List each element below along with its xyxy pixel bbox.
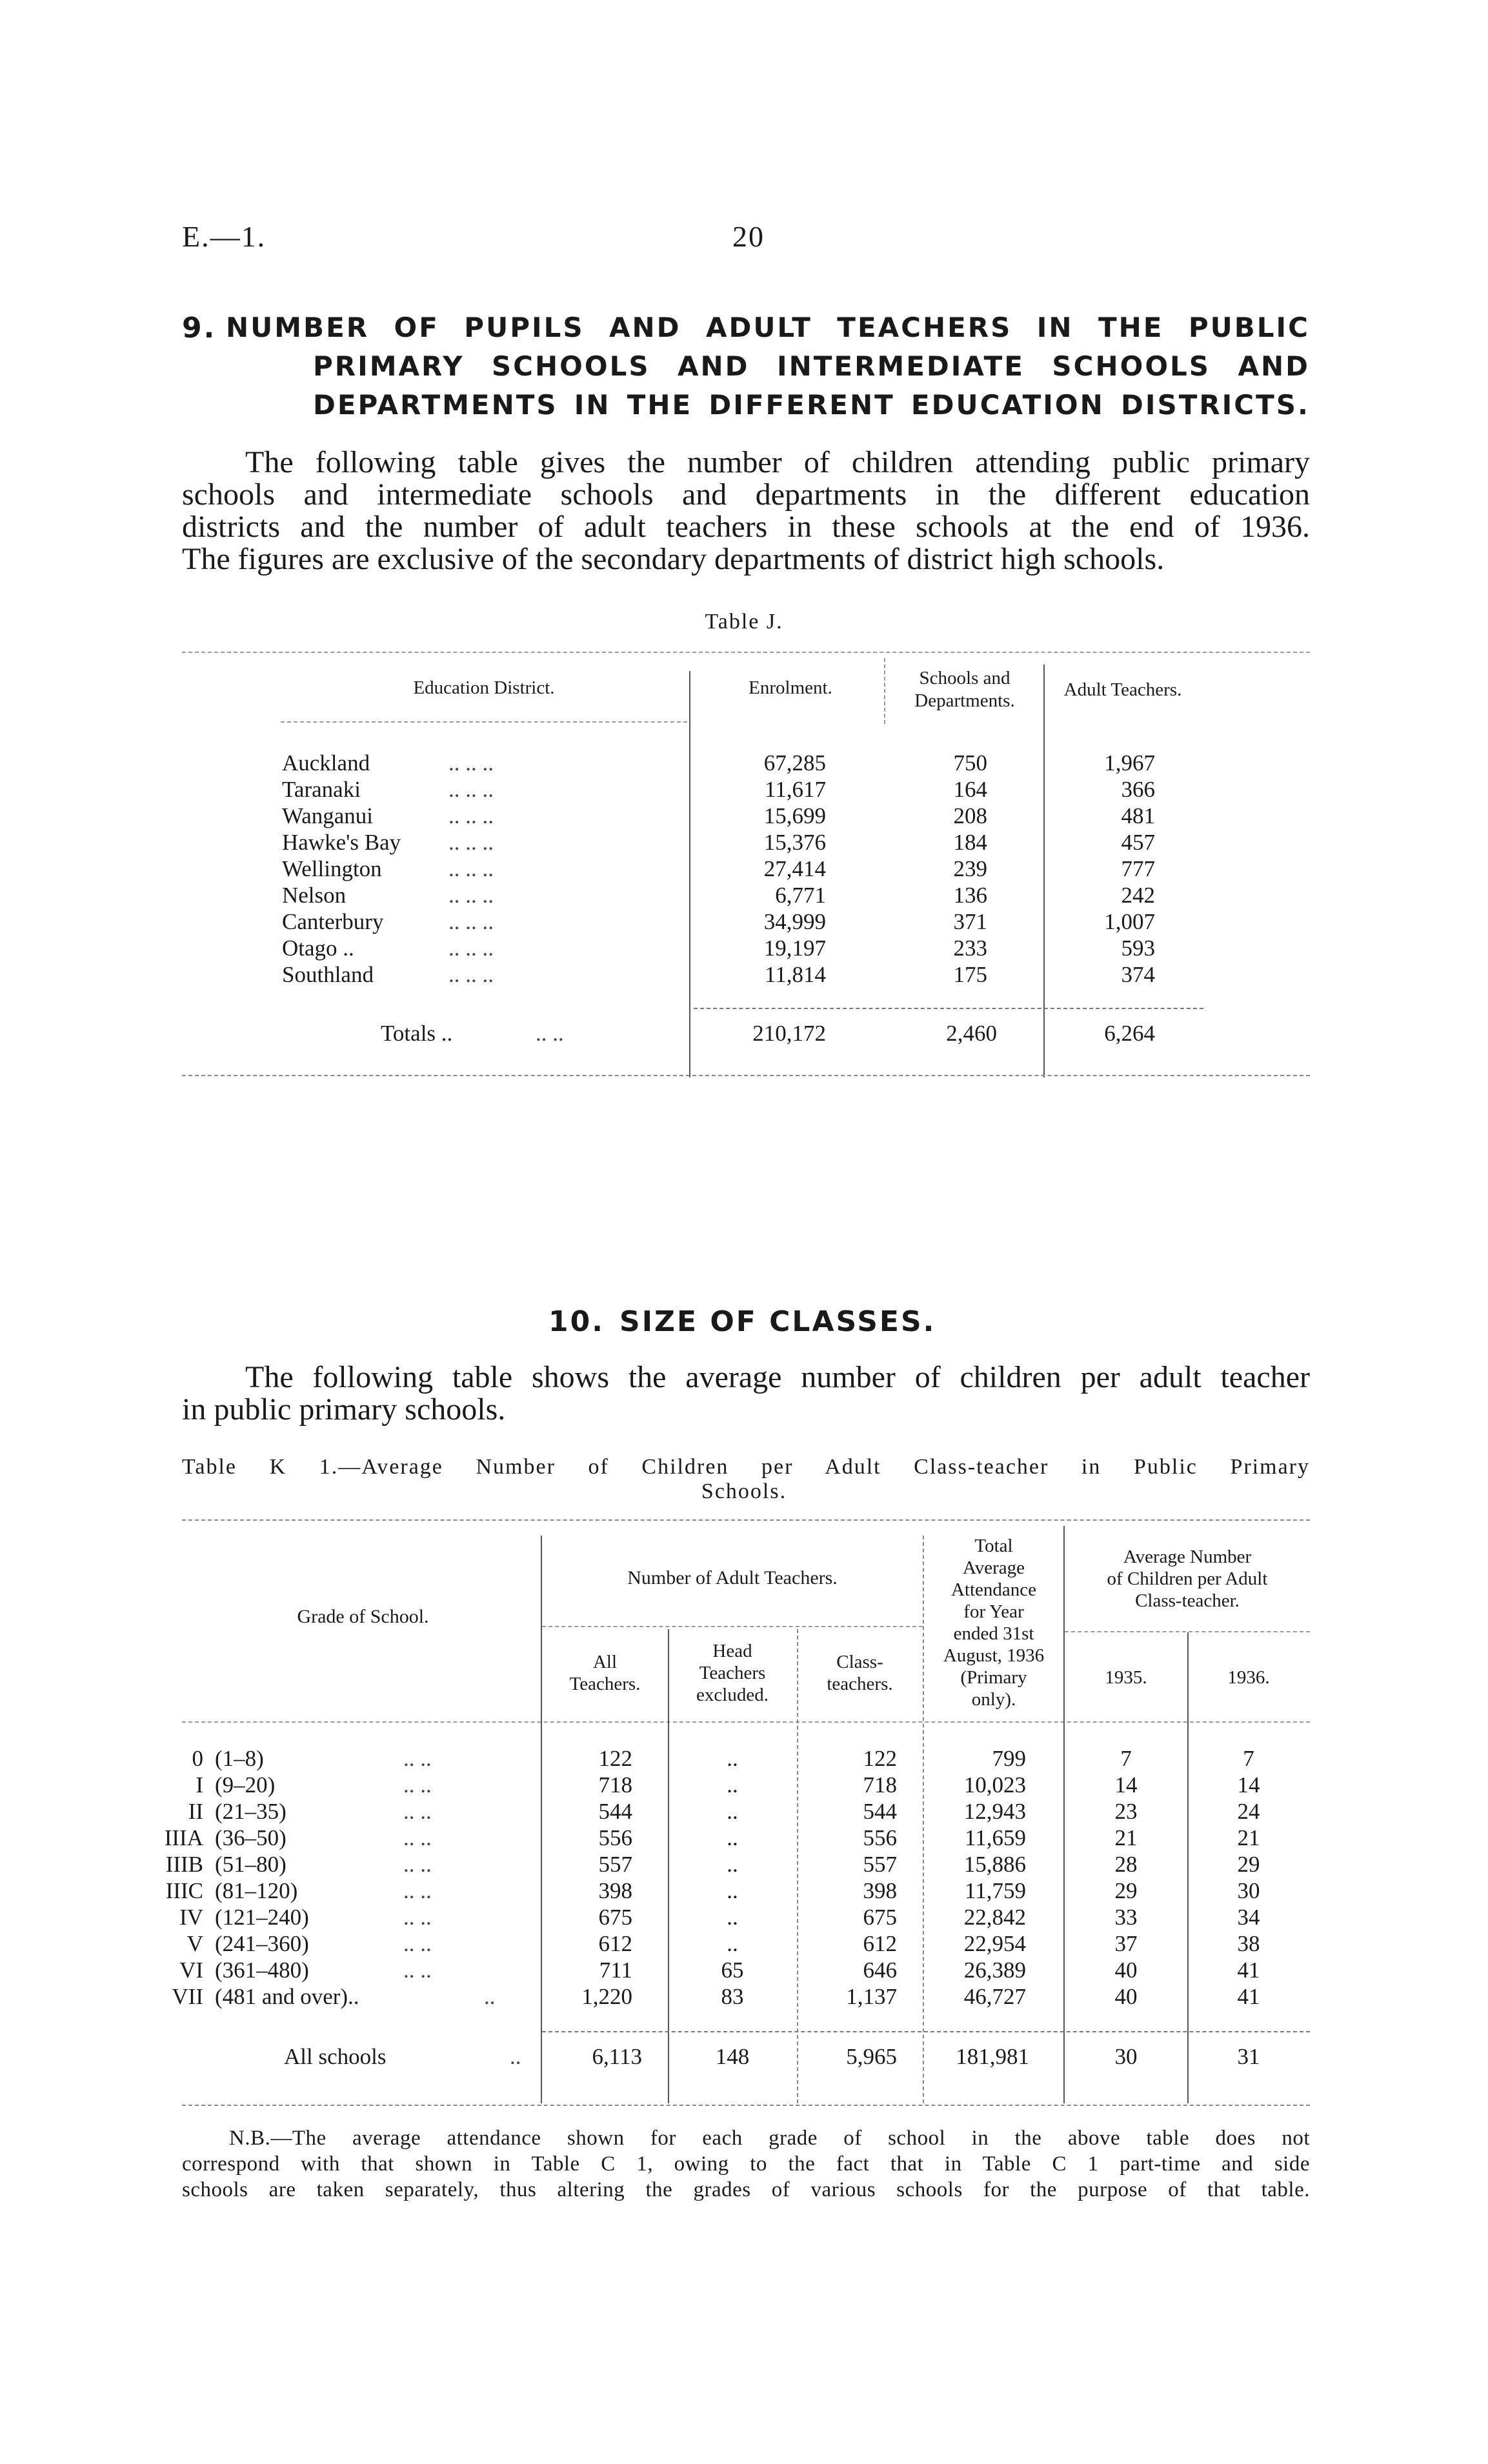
table-k1-range: (241–360) [215, 1931, 309, 1956]
table-j-leader-dots: .. .. .. [448, 936, 494, 961]
table-j-district: Otago .. [282, 936, 354, 961]
table-j-teachers: 457 [1121, 830, 1155, 855]
table-k1-col-all-line2: Teachers. [569, 1674, 641, 1694]
table-k1-1935: 14 [1114, 1772, 1138, 1798]
table-k1-class: 612 [863, 1931, 897, 1956]
table-k1-attendance: 22,954 [963, 1931, 1026, 1956]
table-k1-1935: 29 [1114, 1878, 1138, 1903]
table-k1-col-att-line7: (Primary [960, 1667, 1027, 1688]
section-9-para-line1: The following table gives the number of children attending public primary [245, 445, 1310, 479]
table-k1-all: 398 [598, 1878, 632, 1903]
table-j-district: Nelson [282, 883, 347, 908]
table-k1-all: 1,220 [581, 1984, 632, 2009]
table-k1-attendance: 11,759 [965, 1878, 1026, 1903]
table-j-teachers: 777 [1121, 856, 1155, 881]
table-k1-col-att-line2: Average [962, 1558, 1025, 1578]
table-j-leader-dots: .. .. .. [448, 803, 494, 828]
table-j-enrolment: 34,999 [763, 909, 826, 934]
table-j-teachers: 481 [1121, 803, 1155, 828]
table-k1-leader-dots: .. .. [403, 1878, 432, 1903]
table-k1-totals-all: 6,113 [592, 2044, 642, 2069]
table-k1-col-avg-line3: Class-teacher. [1135, 1590, 1240, 1611]
table-k1-range: (51–80) [215, 1852, 287, 1877]
table-k1-grade: IIIB [165, 1852, 203, 1877]
table-k1-1935: 37 [1114, 1931, 1138, 1956]
section-10-heading: SIZE OF CLASSES. [619, 1305, 936, 1338]
section-10-para-line2: in public primary schools. [182, 1392, 506, 1427]
table-k1-col-avg-line2: of Children per Adult [1107, 1568, 1268, 1589]
table-k1-attendance: 799 [992, 1746, 1026, 1771]
table-j-title: Table J. [705, 610, 783, 634]
table-k1-totals-class: 5,965 [846, 2044, 897, 2069]
section-9-heading-line2: PRIMARY SCHOOLS AND INTERMEDIATE SCHOOLS AND [313, 350, 1310, 382]
table-j-enrolment: 6,771 [775, 883, 826, 908]
table-k1-col-head-line2: Teachers [699, 1663, 766, 1683]
table-k1-1935: 7 [1120, 1746, 1132, 1771]
table-k1-head: .. [727, 1852, 738, 1877]
table-j-district: Southland [282, 962, 374, 987]
section-9-heading-line1: NUMBER OF PUPILS AND ADULT TEACHERS IN THE PUBLIC [226, 312, 1310, 343]
section-9-heading-line3: DEPARTMENTS IN THE DIFFERENT EDUCATION DISTRICTS. [313, 389, 1310, 421]
table-k1-class: 718 [863, 1772, 897, 1798]
table-k1-range: (121–240) [215, 1905, 309, 1930]
table-k1-class: 675 [863, 1905, 897, 1930]
table-k1-leader-dots: .. .. [403, 1931, 432, 1956]
table-k1-attendance: 10,023 [963, 1772, 1026, 1798]
section-9-number: 9. [182, 312, 217, 345]
table-k1-all: 556 [598, 1825, 632, 1850]
table-k1-col-class-line2: teachers. [827, 1674, 893, 1694]
table-j-totals-teachers: 6,264 [1104, 1021, 1155, 1046]
table-j-district: Taranaki [282, 777, 361, 802]
table-k1-attendance: 26,389 [963, 1958, 1026, 1983]
page-number: 20 [732, 220, 765, 253]
table-k1-class: 1,137 [846, 1984, 897, 2009]
section-10-para-line1: The following table shows the average number of children per adult teacher [245, 1360, 1310, 1394]
section-10-number: 10. [548, 1305, 605, 1338]
table-k1-grade: 0 [192, 1746, 203, 1771]
table-k1-head: .. [727, 1905, 738, 1930]
table-j-leader-dots: .. .. .. [448, 909, 494, 934]
table-k1-1936: 7 [1243, 1746, 1254, 1771]
table-k1-grade: IIIA [164, 1825, 203, 1850]
table-j-enrolment: 27,414 [763, 856, 826, 881]
table-k1-grade: IV [179, 1905, 203, 1930]
table-k1-leader-dots: .. .. [403, 1905, 432, 1930]
table-k1-range: (9–20) [215, 1772, 276, 1798]
table-k1-all: 544 [598, 1799, 632, 1824]
table-j-schools: 239 [953, 856, 987, 881]
table-j-leader-dots: .. .. .. [448, 750, 494, 776]
table-k1-1936: 14 [1237, 1772, 1260, 1798]
table-j-totals-schools: 2,460 [946, 1021, 997, 1046]
table-k1-head: .. [727, 1931, 738, 1956]
table-j-schools: 136 [953, 883, 987, 908]
table-k1-head: 83 [721, 1984, 744, 2009]
table-j-enrolment: 67,285 [763, 750, 826, 776]
table-k1-attendance: 22,842 [963, 1905, 1026, 1930]
table-k1-1935: 23 [1114, 1799, 1138, 1824]
table-k1-col-head-line1: Head [712, 1641, 752, 1661]
table-k1-class: 557 [863, 1852, 897, 1877]
table-j-teachers: 374 [1121, 962, 1155, 987]
table-k1-class: 646 [863, 1958, 897, 1983]
table-k1-attendance: 11,659 [965, 1825, 1026, 1850]
table-k1-all: 557 [598, 1852, 632, 1877]
table-j-leader-dots: .. .. .. [448, 962, 494, 987]
table-k1-col-att-line1: Total [974, 1536, 1013, 1556]
table-j-teachers: 1,967 [1104, 750, 1155, 776]
table-j-enrolment: 19,197 [763, 936, 826, 961]
table-k1-grade: IIIC [165, 1878, 203, 1903]
table-k1-head: .. [727, 1878, 738, 1903]
table-k1-col-avg-line1: Average Number [1123, 1547, 1252, 1567]
table-j-schools: 371 [953, 909, 987, 934]
table-k1-range: (481 and over).. [215, 1984, 359, 2009]
table-k1-all: 718 [598, 1772, 632, 1798]
table-j-leader-dots: .. .. .. [448, 883, 494, 908]
table-k1-range: (1–8) [215, 1746, 264, 1771]
table-j-district: Wanganui [282, 803, 374, 828]
table-j-totals-enrolment: 210,172 [752, 1021, 826, 1046]
table-k1-head: .. [727, 1799, 738, 1824]
table-k1-totals-1935: 30 [1114, 2044, 1138, 2069]
table-k1-head: .. [727, 1825, 738, 1850]
table-k1-class: 556 [863, 1825, 897, 1850]
table-k1-all: 675 [598, 1905, 632, 1930]
table-j-schools: 233 [953, 936, 987, 961]
table-k1-caption-line1: Table K 1.—Average Number of Children per Adult Class-teacher in Public Primary [182, 1455, 1310, 1479]
table-k1-1936: 34 [1237, 1905, 1260, 1930]
table-k1-grade: I [196, 1772, 203, 1798]
table-k1-class: 398 [863, 1878, 897, 1903]
table-j-enrolment: 15,699 [763, 803, 826, 828]
table-k1-col-att-line3: Attendance [950, 1579, 1037, 1600]
table-j-district: Hawke's Bay [282, 830, 401, 855]
table-j-col-district: Education District. [413, 677, 555, 698]
table-k1-head: .. [727, 1772, 738, 1798]
table-k1-class: 122 [863, 1746, 897, 1771]
table-k1-col-att-line6: August, 1936 [943, 1645, 1045, 1666]
table-j-col-schools-line2: Departments. [914, 690, 1015, 711]
table-k1-totals-1936: 31 [1237, 2044, 1260, 2069]
table-j-col-enrolment: Enrolment. [749, 677, 832, 698]
table-j-leader-dots: .. .. [536, 1021, 564, 1046]
table-k1-all: 711 [599, 1958, 632, 1983]
table-j-schools: 164 [953, 777, 987, 802]
table-j-district: Wellington [282, 856, 382, 881]
table-k1-range: (21–35) [215, 1799, 287, 1824]
footnote-line1: N.B.—The average attendance shown for each grade of school in the above table does not [229, 2127, 1310, 2150]
table-k1-grade: VI [179, 1958, 203, 1983]
table-k1-range: (81–120) [215, 1878, 298, 1903]
table-k1-col-att-line8: only). [971, 1689, 1016, 1710]
table-j-enrolment: 11,814 [765, 962, 826, 987]
table-k1-1935: 40 [1114, 1958, 1138, 1983]
table-k1-col-head-line3: excluded. [696, 1685, 769, 1705]
table-k1-leader-dots: .. .. [403, 1852, 432, 1877]
table-k1-totals-head: 148 [715, 2044, 750, 2069]
table-k1-col-grade: Grade of School. [297, 1606, 429, 1627]
table-j-leader-dots: .. .. .. [448, 856, 494, 881]
table-j-district: Auckland [282, 750, 370, 776]
table-j-teachers: 593 [1121, 936, 1155, 961]
section-9-para-line3: districts and the number of adult teachers in these schools at the end of 1936. [182, 510, 1310, 544]
table-k1-head: .. [727, 1746, 738, 1771]
footnote-line2: correspond with that shown in Table C 1, owing to the fact that in Table C 1 part-time and side [182, 2152, 1310, 2176]
table-j-teachers: 366 [1121, 777, 1155, 802]
table-k1-col-att-line5: ended 31st [953, 1623, 1034, 1644]
table-k1-1936: 21 [1237, 1825, 1260, 1850]
table-k1-range: (36–50) [215, 1825, 287, 1850]
table-j-leader-dots: .. .. .. [448, 830, 494, 855]
table-j-schools: 750 [953, 750, 987, 776]
table-k1-col-class-line1: Class- [836, 1652, 883, 1672]
table-k1-leader-dots: .. [510, 2044, 521, 2069]
table-k1-totals-attendance: 181,981 [956, 2044, 1029, 2069]
table-k1-1936: 41 [1237, 1984, 1260, 2009]
table-k1-col-att-line4: for Year [963, 1601, 1024, 1622]
table-j-district: Canterbury [282, 909, 384, 934]
table-k1-attendance: 46,727 [963, 1984, 1026, 2009]
table-k1-col-1936: 1936. [1227, 1667, 1270, 1688]
table-k1-head: 65 [721, 1958, 744, 1983]
table-j-schools: 184 [953, 830, 987, 855]
table-k1-all: 122 [598, 1746, 632, 1771]
table-k1-leader-dots: .. .. [403, 1825, 432, 1850]
table-k1-leader-dots: .. [484, 1984, 496, 2009]
table-k1-1936: 29 [1237, 1852, 1260, 1877]
table-j-leader-dots: .. .. .. [448, 777, 494, 802]
table-k1-1935: 28 [1114, 1852, 1138, 1877]
table-k1-caption-line2: Schools. [701, 1479, 787, 1503]
table-k1-1935: 33 [1114, 1905, 1138, 1930]
report-code: E.—1. [182, 220, 266, 253]
section-9-para-line2: schools and intermediate schools and departments in the different education [182, 477, 1310, 512]
table-k1-range: (361–480) [215, 1958, 309, 1983]
table-k1-all: 612 [598, 1931, 632, 1956]
table-k1-col-num-teachers: Number of Adult Teachers. [627, 1567, 838, 1588]
table-j-teachers: 1,007 [1104, 909, 1155, 934]
table-j-col-teachers: Adult Teachers. [1063, 679, 1182, 700]
table-k1-leader-dots: .. .. [403, 1958, 432, 1983]
table-k1-totals-label: All schools [284, 2044, 387, 2069]
table-j-enrolment: 15,376 [763, 830, 826, 855]
table-k1-leader-dots: .. .. [403, 1746, 432, 1771]
table-j-schools: 208 [953, 803, 987, 828]
table-k1-col-all-line1: All [592, 1652, 618, 1672]
table-k1-class: 544 [863, 1799, 897, 1824]
table-k1-grade: II [188, 1799, 203, 1824]
table-k1-attendance: 12,943 [963, 1799, 1026, 1824]
table-j-teachers: 242 [1121, 883, 1155, 908]
table-k1-1936: 24 [1237, 1799, 1260, 1824]
table-j-col-schools-line1: Schools and [919, 668, 1010, 688]
table-k1-1936: 41 [1237, 1958, 1260, 1983]
table-j-enrolment: 11,617 [765, 777, 826, 802]
footnote-line3: schools are taken separately, thus altering the grades of various schools for the purpose of that table. [182, 2178, 1310, 2201]
table-k1-grade: V [186, 1931, 203, 1956]
table-k1-1935: 21 [1114, 1825, 1138, 1850]
table-j-totals-label: Totals .. [381, 1021, 453, 1046]
table-k1-attendance: 15,886 [963, 1852, 1026, 1877]
table-k1-1936: 38 [1237, 1931, 1260, 1956]
table-k1-leader-dots: .. .. [403, 1772, 432, 1798]
section-9-para-line4: The figures are exclusive of the secondary departments of district high schools. [182, 542, 1165, 576]
table-k1-grade: VII [172, 1984, 203, 2009]
table-j-schools: 175 [953, 962, 987, 987]
table-k1-col-1935: 1935. [1105, 1667, 1147, 1688]
table-k1-1936: 30 [1237, 1878, 1260, 1903]
table-k1-1935: 40 [1114, 1984, 1138, 2009]
table-k1-leader-dots: .. .. [403, 1799, 432, 1824]
